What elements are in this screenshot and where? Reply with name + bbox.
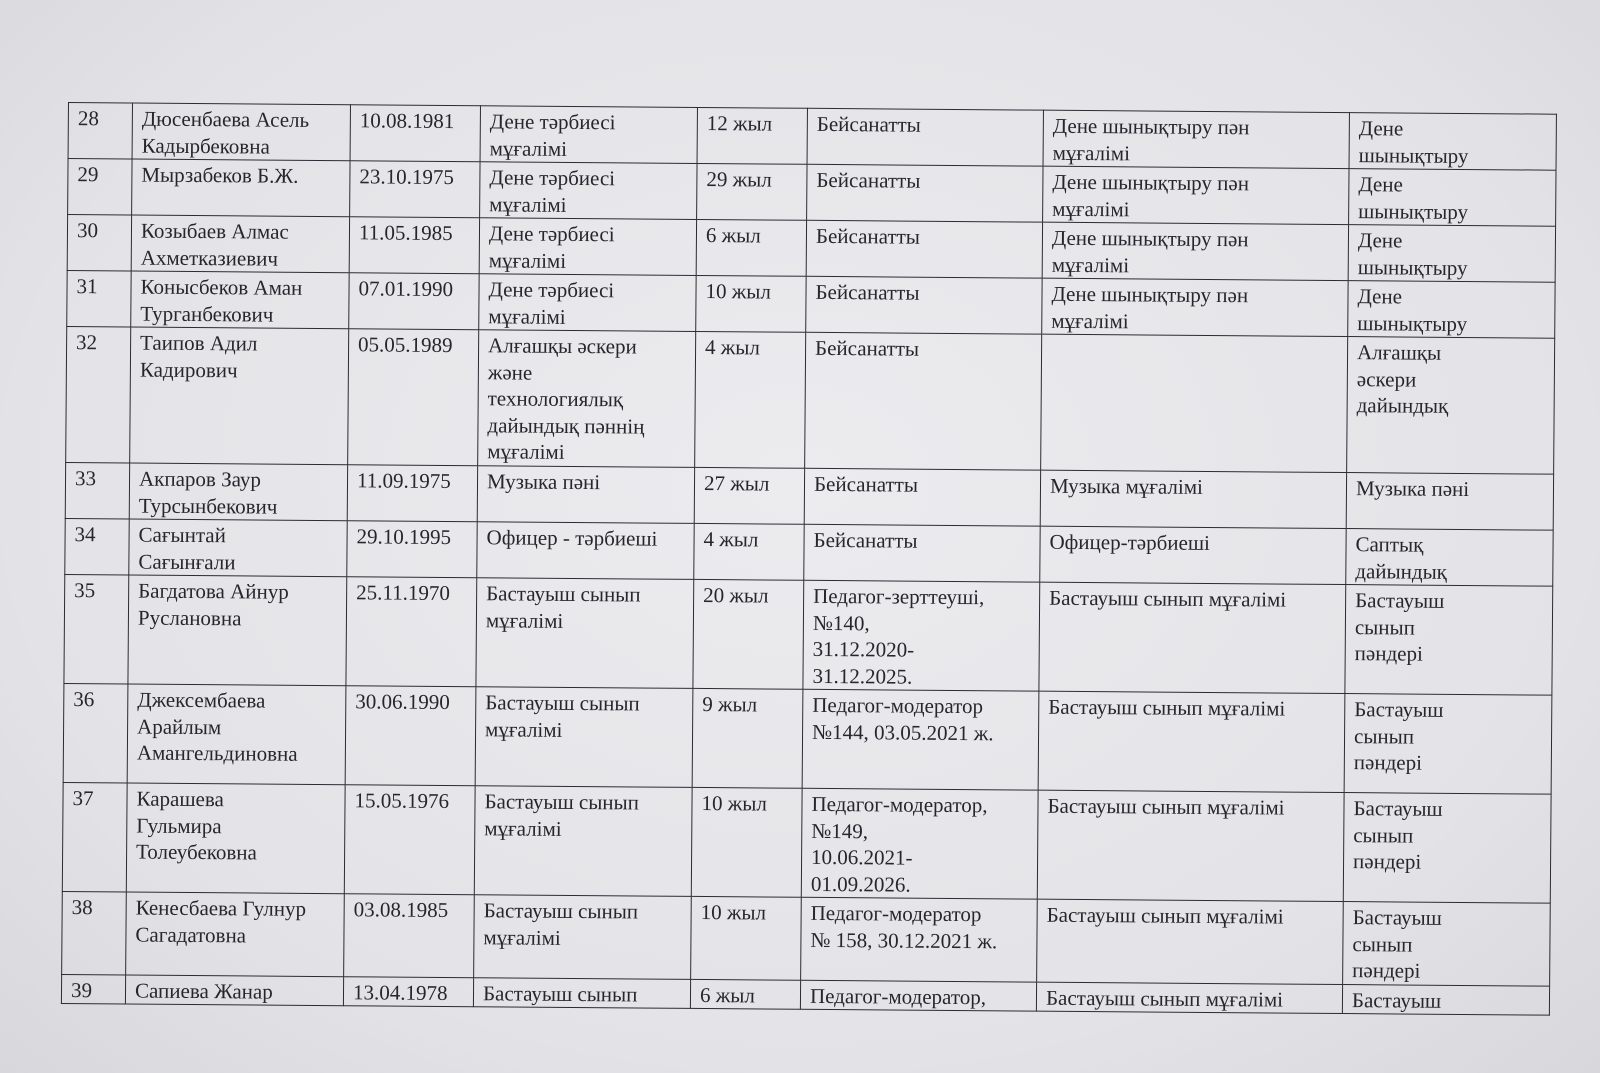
taught-subject-line: пәндері xyxy=(1352,958,1421,983)
diploma-specialty-cell xyxy=(1037,790,1344,901)
full-name-line: Багдатова Айнур xyxy=(138,578,289,604)
row-number-cell xyxy=(61,974,125,1004)
position-line: мұғалімі xyxy=(484,716,563,742)
position-cell xyxy=(476,578,694,689)
row-number-cell xyxy=(67,270,131,327)
taught-subject-cell xyxy=(1348,281,1555,339)
position-cell xyxy=(474,895,692,979)
position-line: мұғалімі xyxy=(485,607,564,633)
position-line: мұғалімі xyxy=(483,924,561,950)
position-line: Офицер - тәрбиеші xyxy=(486,525,658,551)
experience-cell xyxy=(692,688,803,788)
full-name-line: Арайлым xyxy=(137,714,222,739)
birth-date-cell xyxy=(344,785,475,895)
experience-text: 10 жыл xyxy=(701,790,767,816)
experience-cell xyxy=(694,523,804,580)
experience-text: 4 жыл xyxy=(705,335,761,360)
position-line: Бастауыш сынып xyxy=(485,690,640,716)
full-name-cell xyxy=(125,974,343,1005)
position-line: Дене тәрбиесі xyxy=(489,109,616,135)
position-line: Дене тәрбиесі xyxy=(488,221,615,247)
full-name-line: Руслановна xyxy=(137,605,242,630)
qualification-category-line: Педагог-модератор, xyxy=(809,983,987,1009)
table-row xyxy=(62,891,1551,985)
position-line: және xyxy=(487,359,533,385)
row-number-cell xyxy=(68,103,132,160)
experience-text: 10 жыл xyxy=(700,899,767,925)
row-number-cell xyxy=(63,683,128,782)
row-number-cell xyxy=(65,518,129,575)
row-number-text: 38 xyxy=(71,895,93,920)
staff-table xyxy=(61,102,1557,1016)
diploma-specialty-cell xyxy=(1038,691,1345,792)
taught-subject-cell xyxy=(1349,169,1556,227)
diploma-specialty-cell xyxy=(1043,166,1349,224)
diploma-specialty-line: Офицер-тәрбиеші xyxy=(1049,529,1210,555)
row-number-text: 31 xyxy=(76,274,98,299)
qualification-category-line: Бейсанатты xyxy=(815,223,921,249)
birth-date-cell xyxy=(344,894,475,978)
full-name-line: Ахметказиевич xyxy=(140,245,279,271)
qualification-category-cell xyxy=(806,220,1042,278)
experience-text: 29 жыл xyxy=(706,167,772,192)
taught-subject-line: Бастауыш xyxy=(1353,796,1443,821)
birth-date-text: 11.09.1975 xyxy=(356,468,451,494)
experience-cell xyxy=(691,896,802,979)
full-name-cell xyxy=(127,684,346,785)
staff-table-body xyxy=(61,103,1556,1016)
birth-date-cell xyxy=(347,521,477,578)
diploma-specialty-cell xyxy=(1036,982,1342,1014)
qualification-category-cell xyxy=(805,332,1042,470)
taught-subject-line: Бастауыш xyxy=(1355,588,1445,613)
position-cell xyxy=(475,687,693,788)
position-line: мұғалімі xyxy=(488,247,567,273)
experience-cell xyxy=(695,331,806,468)
qualification-category-line: 31.12.2020- xyxy=(812,636,915,662)
full-name-line: Сағынтай xyxy=(138,522,226,548)
position-cell xyxy=(479,218,696,276)
qualification-category-line: № 158, 30.12.2021 ж. xyxy=(810,927,998,953)
position-line: мұғалімі xyxy=(484,815,562,841)
taught-subject-line: пәндері xyxy=(1352,849,1422,874)
table-row xyxy=(62,782,1551,903)
diploma-specialty-cell xyxy=(1042,278,1348,336)
position-line: Бастауыш сынып xyxy=(484,789,640,815)
position-line: дайындық пәннің xyxy=(487,412,645,439)
qualification-category-line: №140, xyxy=(812,610,870,635)
full-name-line: Карашева xyxy=(136,786,224,812)
position-line: мұғалімі xyxy=(489,135,568,161)
row-number-text: 34 xyxy=(74,522,96,547)
experience-cell xyxy=(696,219,806,276)
diploma-specialty-cell xyxy=(1037,899,1344,984)
diploma-specialty-line: мұғалімі xyxy=(1052,140,1131,165)
qualification-category-cell xyxy=(804,468,1040,526)
qualification-category-line: Бейсанатты xyxy=(815,279,920,305)
birth-date-cell xyxy=(350,105,480,162)
taught-subject-line: Дене xyxy=(1358,172,1403,197)
diploma-specialty-line: Бастауыш сынып мұғалімі xyxy=(1047,793,1285,820)
experience-text: 6 жыл xyxy=(699,982,755,1007)
taught-subject-cell xyxy=(1348,225,1555,283)
full-name-line: Толеубековна xyxy=(136,839,258,865)
row-number-cell xyxy=(65,462,129,519)
qualification-category-cell xyxy=(801,897,1038,981)
diploma-specialty-line: Дене шынықтыру пән xyxy=(1051,225,1249,252)
qualification-category-cell xyxy=(807,108,1043,166)
taught-subject-line: сынып xyxy=(1352,931,1413,957)
qualification-category-line: 31.12.2025. xyxy=(812,663,913,689)
birth-date-cell xyxy=(346,577,477,687)
diploma-specialty-line: Бастауыш сынып мұғалімі xyxy=(1045,985,1284,1012)
full-name-line: Джексембаева xyxy=(137,687,266,713)
diploma-specialty-cell xyxy=(1039,582,1346,693)
qualification-category-line: Бейсанатты xyxy=(816,111,921,137)
taught-subject-cell xyxy=(1343,793,1551,904)
taught-subject-line: дайындық xyxy=(1355,558,1448,584)
diploma-specialty-line: мұғалімі xyxy=(1052,196,1130,221)
diploma-specialty-cell xyxy=(1040,470,1346,528)
full-name-line: Акпаров Заур xyxy=(138,466,262,492)
position-line: Бастауыш сынып xyxy=(486,581,641,607)
position-line: технологиялық xyxy=(487,386,624,412)
qualification-category-line: 01.09.2026. xyxy=(810,871,911,897)
position-cell xyxy=(480,106,697,164)
diploma-specialty-line: мұғалімі xyxy=(1051,252,1130,277)
full-name-cell xyxy=(126,783,345,894)
birth-date-cell xyxy=(349,273,479,330)
taught-subject-cell xyxy=(1343,902,1551,986)
diploma-specialty-line: Бастауыш сынып мұғалімі xyxy=(1046,902,1284,929)
taught-subject-cell xyxy=(1346,473,1553,531)
qualification-category-line: Педагог-зерттеуші, xyxy=(813,583,985,610)
birth-date-text: 15.05.1976 xyxy=(354,788,450,814)
position-line: Алғашқы әскери xyxy=(488,333,637,359)
full-name-line: Конысбеков Аман xyxy=(140,274,303,300)
taught-subject-line: Музыка пәні xyxy=(1355,476,1470,502)
qualification-category-line: Педагог-модератор xyxy=(810,900,982,927)
row-number-text: 35 xyxy=(74,578,96,603)
position-line: Музыка пәні xyxy=(486,469,601,495)
diploma-specialty-cell xyxy=(1042,222,1348,280)
full-name-line: Козыбаев Алмас xyxy=(140,218,289,244)
taught-subject-line: Дене xyxy=(1357,284,1403,309)
experience-text: 10 жыл xyxy=(705,279,771,304)
birth-date-cell xyxy=(345,686,476,786)
row-number-cell xyxy=(62,782,127,891)
row-number-cell xyxy=(68,159,132,216)
qualification-category-line: 10.06.2021- xyxy=(811,844,913,870)
full-name-line: Дюсенбаева Асель xyxy=(141,106,310,132)
row-number-cell xyxy=(62,891,127,974)
position-line: Дене тәрбиесі xyxy=(488,277,615,303)
experience-cell xyxy=(697,107,807,164)
diploma-specialty-line: Дене шынықтыру пән xyxy=(1052,169,1250,196)
birth-date-text: 23.10.1975 xyxy=(359,164,455,190)
qualification-category-line: Бейсанатты xyxy=(814,335,920,361)
full-name-line: Амангельдиновна xyxy=(136,740,298,766)
table-row xyxy=(63,683,1552,794)
experience-cell xyxy=(694,467,804,524)
position-cell xyxy=(480,162,697,220)
full-name-cell xyxy=(131,271,349,329)
experience-cell xyxy=(690,979,800,1009)
taught-subject-line: Алғашқы xyxy=(1356,340,1442,365)
position-line: мұғалімі xyxy=(487,439,565,464)
experience-cell xyxy=(696,275,806,332)
position-cell xyxy=(474,786,692,897)
experience-cell xyxy=(697,163,807,220)
experience-text: 20 жыл xyxy=(703,583,769,608)
taught-subject-line: Саптық xyxy=(1355,532,1424,557)
taught-subject-line: шынықтыру xyxy=(1357,254,1468,280)
position-line: мұғалімі xyxy=(488,303,566,329)
qualification-category-cell xyxy=(807,164,1043,222)
full-name-cell xyxy=(126,892,345,976)
full-name-cell xyxy=(130,327,349,465)
experience-cell xyxy=(691,787,802,897)
table-row xyxy=(64,574,1553,695)
birth-date-text: 29.10.1995 xyxy=(356,524,452,550)
diploma-specialty-cell xyxy=(1041,334,1348,472)
position-cell xyxy=(473,977,690,1008)
position-line: Дене тәрбиесі xyxy=(489,165,616,191)
row-number-text: 32 xyxy=(76,330,98,355)
birth-date-text: 03.08.1985 xyxy=(353,897,449,923)
taught-subject-line: Бастауыш xyxy=(1351,987,1442,1013)
diploma-specialty-cell xyxy=(1040,526,1346,584)
qualification-category-line: №144, 03.05.2021 ж. xyxy=(811,719,994,745)
full-name-cell xyxy=(129,519,347,577)
taught-subject-line: әскери xyxy=(1356,366,1417,392)
qualification-category-cell xyxy=(801,788,1038,899)
taught-subject-line: пәндері xyxy=(1353,750,1423,775)
diploma-specialty-line: Дене шынықтыру пән xyxy=(1052,113,1250,140)
full-name-line: Кадырбековна xyxy=(141,133,270,159)
birth-date-cell xyxy=(347,465,477,522)
taught-subject-line: пәндері xyxy=(1354,641,1423,666)
row-number-text: 28 xyxy=(77,106,99,131)
full-name-line: Таипов Адил xyxy=(140,330,258,356)
taught-subject-line: шынықтыру xyxy=(1358,142,1469,168)
qualification-category-line: №149, xyxy=(811,818,869,843)
full-name-line: Сагадатовна xyxy=(135,922,247,947)
taught-subject-cell xyxy=(1344,694,1552,795)
taught-subject-line: Бастауыш xyxy=(1352,905,1442,930)
qualification-category-line: Бейсанатты xyxy=(813,471,919,497)
taught-subject-line: Дене xyxy=(1358,116,1404,141)
position-cell xyxy=(479,274,696,332)
full-name-line: Кенесбаева Гулнур xyxy=(135,895,307,921)
position-cell xyxy=(477,466,694,524)
birth-date-text: 13.04.1978 xyxy=(352,979,448,1005)
full-name-cell xyxy=(129,463,347,521)
birth-date-cell xyxy=(350,161,480,218)
taught-subject-line: дайындық xyxy=(1356,393,1449,418)
taught-subject-line: Бастауыш xyxy=(1354,697,1444,722)
full-name-line: Турсынбекович xyxy=(138,493,278,519)
row-number-cell xyxy=(67,215,131,272)
birth-date-text: 05.05.1989 xyxy=(358,332,453,358)
position-line: мұғалімі xyxy=(489,191,567,217)
row-number-text: 29 xyxy=(77,162,99,187)
qualification-category-cell xyxy=(800,980,1036,1011)
experience-text: 4 жыл xyxy=(703,527,759,552)
position-line: Бастауыш сынып xyxy=(482,980,638,1006)
diploma-specialty-cell xyxy=(1043,110,1349,168)
taught-subject-cell xyxy=(1342,984,1549,1015)
full-name-cell xyxy=(132,103,350,161)
full-name-line: Гульмира xyxy=(136,813,222,838)
taught-subject-line: сынып xyxy=(1353,723,1415,749)
birth-date-cell xyxy=(343,976,473,1007)
full-name-line: Сағынғали xyxy=(138,549,236,574)
full-name-line: Турганбекович xyxy=(140,301,274,327)
diploma-specialty-line: Дене шынықтыру пән xyxy=(1051,281,1249,308)
full-name-cell xyxy=(131,215,349,273)
position-cell xyxy=(478,330,696,468)
qualification-category-line: Бейсанатты xyxy=(816,167,921,193)
experience-text: 12 жыл xyxy=(706,111,773,136)
row-number-cell xyxy=(64,574,129,683)
full-name-line: Мырзабеков Б.Ж. xyxy=(141,162,299,188)
qualification-category-cell xyxy=(806,276,1042,334)
birth-date-text: 11.05.1985 xyxy=(358,220,453,246)
taught-subject-line: шынықтыру xyxy=(1358,198,1469,224)
taught-subject-line: Дене xyxy=(1357,228,1403,253)
birth-date-text: 30.06.1990 xyxy=(355,689,450,715)
qualification-category-line: Педагог-модератор, xyxy=(811,791,988,818)
birth-date-text: 25.11.1970 xyxy=(356,580,450,606)
qualification-category-line: Бейсанатты xyxy=(813,527,918,553)
experience-text: 6 жыл xyxy=(705,223,761,248)
row-number-text: 33 xyxy=(74,466,97,491)
taught-subject-line: сынып xyxy=(1353,822,1414,848)
taught-subject-line: шынықтыру xyxy=(1357,310,1468,336)
qualification-category-cell xyxy=(803,580,1040,691)
diploma-specialty-line: Музыка мұғалімі xyxy=(1049,473,1203,499)
row-number-text: 39 xyxy=(70,977,93,1002)
row-number-text: 37 xyxy=(72,786,94,811)
taught-subject-cell xyxy=(1345,585,1553,696)
position-line: Бастауыш сынып xyxy=(483,898,639,924)
experience-cell xyxy=(693,579,804,689)
diploma-specialty-line: Бастауыш сынып мұғалімі xyxy=(1048,694,1286,721)
position-cell xyxy=(477,522,694,580)
row-number-text: 30 xyxy=(76,218,99,243)
taught-subject-cell xyxy=(1346,529,1553,587)
full-name-cell xyxy=(132,159,350,217)
birth-date-cell xyxy=(348,329,479,466)
taught-subject-cell xyxy=(1347,337,1555,475)
qualification-category-cell xyxy=(804,524,1040,582)
birth-date-text: 10.08.1981 xyxy=(359,108,455,134)
experience-text: 27 жыл xyxy=(703,471,770,496)
full-name-line: Кадирович xyxy=(139,357,238,382)
taught-subject-cell xyxy=(1349,113,1556,171)
table-row xyxy=(66,326,1555,474)
row-number-cell xyxy=(66,326,131,462)
qualification-category-cell xyxy=(802,689,1039,790)
full-name-line: Сапиева Жанар xyxy=(134,978,273,1004)
taught-subject-line: сынып xyxy=(1354,614,1416,640)
diploma-specialty-line: Бастауыш сынып мұғалімі xyxy=(1049,585,1287,612)
diploma-specialty-line: мұғалімі xyxy=(1051,308,1129,333)
birth-date-text: 07.01.1990 xyxy=(358,276,454,302)
row-number-text: 36 xyxy=(73,687,95,712)
experience-text: 9 жыл xyxy=(702,692,758,717)
birth-date-cell xyxy=(349,217,479,274)
full-name-cell xyxy=(128,575,347,686)
qualification-category-line: Педагог-модератор xyxy=(812,692,984,719)
